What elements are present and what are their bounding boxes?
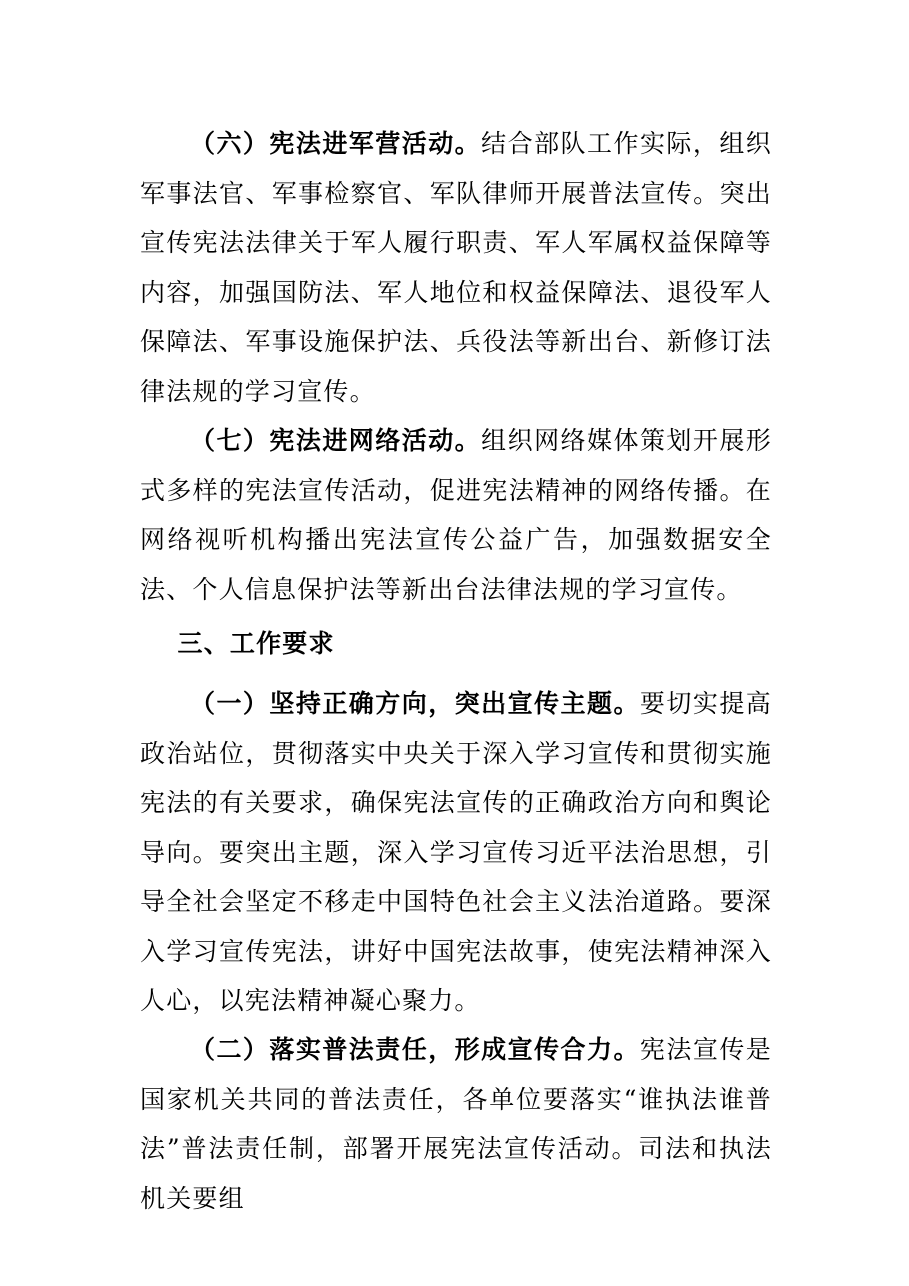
requirement-paragraph-2 xyxy=(140,1025,772,1223)
paragraph-body: 组织网络媒体策划开展形式多样的宪法宣传活动，促进宪法精神的网络传播。在网络视听机构播出宪法宣传公益广告，加强数据安全法、个人信息保护法等新出台法律法规的学习宣传。 xyxy=(140,426,773,604)
paragraph-lead: （六）宪法进军营活动。 xyxy=(190,129,482,158)
paragraph-network-activity xyxy=(140,416,772,614)
section-heading: 三、工作要求 xyxy=(177,629,335,658)
paragraph-military-activity xyxy=(140,119,772,416)
paragraph-lead: （七）宪法进网络活动。 xyxy=(190,426,482,455)
requirement-paragraph-1 xyxy=(140,679,772,1026)
paragraph-body: 宪法宣传是国家机关共同的普法责任，各单位要落实“谁执法谁普法”普法责任制，部署开展宪法宣传活动。司法和执法机关要组 xyxy=(140,1035,772,1213)
paragraph-body: 结合部队工作实际，组织军事法官、军事检察官、军队律师开展普法宣传。突出宣传宪法法律关于军人履行职责、军人军属权益保障等内容，加强国防法、军人地位和权益保障法、退役军人保障法、军事设施保护法、兵役法等新出台、新修订法律法规的学习宣传。 xyxy=(140,129,773,406)
paragraph-lead: （二）落实普法责任，形成宣传合力。 xyxy=(190,1035,640,1064)
paragraph-lead: （一）坚持正确方向，突出宣传主题。 xyxy=(190,689,640,718)
paragraph-body: 要切实提高政治站位，贯彻落实中央关于深入学习宣传和贯彻实施宪法的有关要求，确保宪法宣传的正确政治方向和舆论导向。要突出主题，深入学习宣传习近平法治思想，引导全社会坚定不移走中国特色社会主义法治道路。要深入学习宣传宪法，讲好中国宪法故事，使宪法精神深入人心，以宪法精神凝心聚力。 xyxy=(140,689,772,1015)
